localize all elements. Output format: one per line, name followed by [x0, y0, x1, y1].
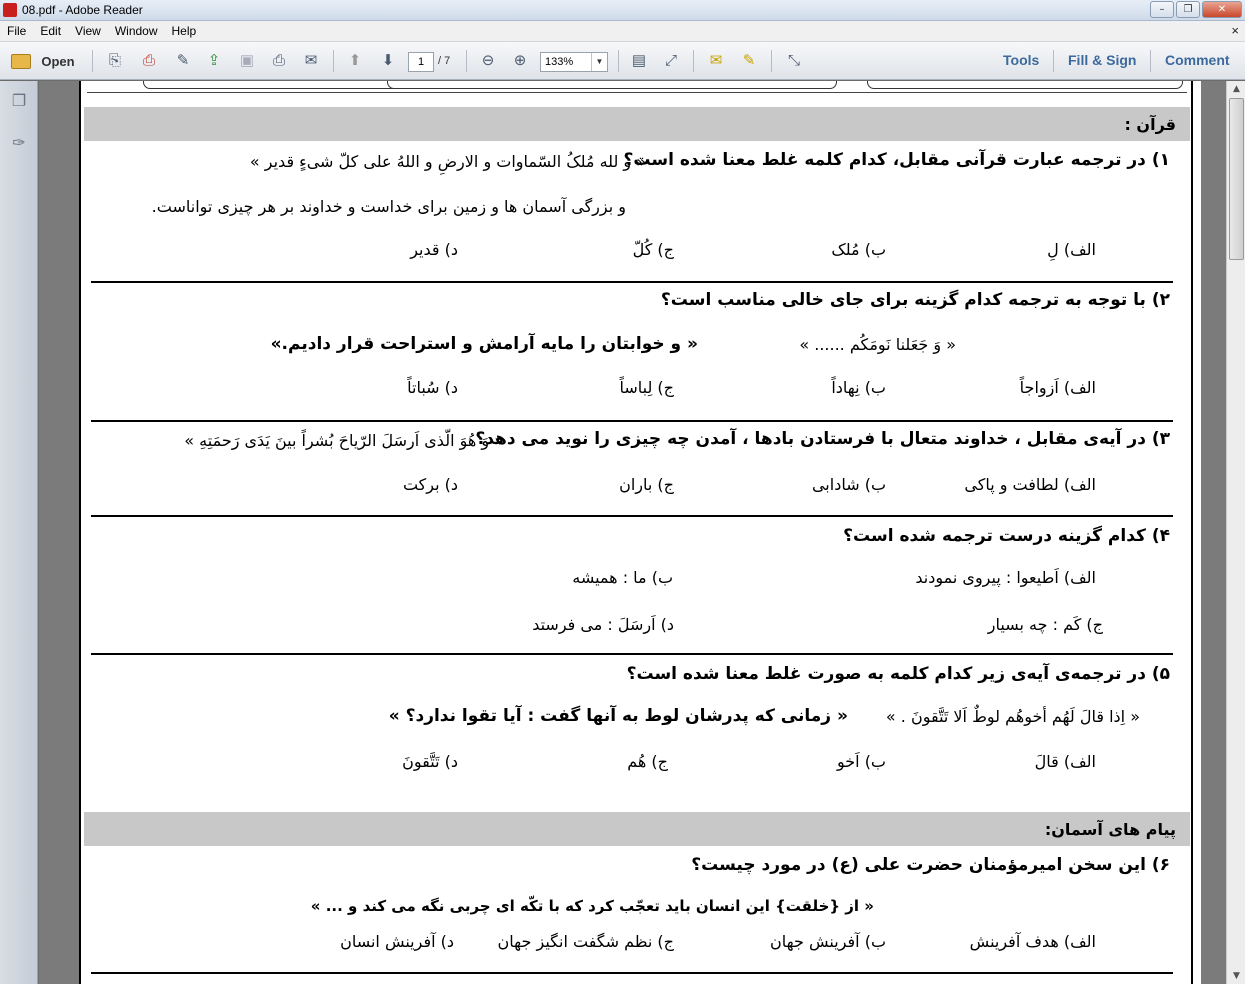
zoom-level-select[interactable]	[540, 52, 608, 72]
edit-pdf-icon[interactable]: ✎	[176, 52, 190, 69]
menu-file[interactable]: File	[7, 24, 27, 38]
menu-view[interactable]: View	[75, 24, 101, 38]
question-divider	[91, 653, 1173, 655]
menu-help[interactable]: Help	[171, 24, 197, 38]
zoom-out-icon[interactable]: ⊖	[481, 52, 495, 69]
navigation-panel	[0, 81, 38, 984]
question-3-option-a[interactable]: الف) لطافت و پاکی	[964, 475, 1096, 494]
question-6-quote: « از {خلقت} این انسان باید تعجّب کرد که با تکّه ای چربی نگه می کند و ... »	[310, 897, 874, 915]
page-number-input[interactable]: 1	[408, 52, 434, 72]
section-header-quran	[84, 107, 1190, 141]
chevron-down-icon[interactable]: ▼	[591, 53, 607, 71]
question-3-ayah: « وَ هُوَ الّذی اَرسَلَ الرّیاحَ بُشراً بینَ یَدَی رَحمَتِهِ »	[184, 431, 504, 450]
upload-icon[interactable]: ⇪	[207, 52, 221, 69]
print-icon[interactable]: ⎙	[272, 52, 285, 69]
menu-bar	[0, 21, 1245, 42]
question-5: ۵) در ترجمه‌ی آیه‌ی زیر کدام کلمه به صورت غلط معنا شده است؟	[626, 664, 1170, 684]
question-6-option-c[interactable]: ج) نظم شگفت انگیز جهان	[497, 932, 674, 951]
question-1-option-c[interactable]: ج) کُلّ	[632, 240, 674, 259]
question-divider	[91, 515, 1173, 517]
question-6-option-b[interactable]: ب) آفرینش جهان	[770, 932, 886, 951]
fit-page-icon[interactable]: ▤	[631, 52, 647, 69]
question-1-ayah: « و لله مُلکُ السّماوات و الارضِ و اللهُ علی کلّ شیءٍ قدیر »	[249, 152, 646, 171]
scrollbar-thumb[interactable]	[1229, 98, 1244, 260]
question-3-option-d[interactable]: د) برکت	[402, 475, 458, 494]
email-icon[interactable]: ✉	[304, 52, 318, 69]
question-1: ۱) در ترجمه عبارت قرآنی مقابل، کدام کلمه غلط معنا شده است؟	[623, 150, 1170, 170]
document-canvas[interactable]	[39, 81, 1226, 984]
question-divider	[91, 281, 1173, 283]
question-1-option-a[interactable]: الف) لِ	[1047, 240, 1096, 259]
question-3-option-b[interactable]: ب) شادابی	[811, 475, 886, 494]
question-divider	[91, 972, 1173, 974]
section-title: پیام های آسمان:	[1044, 820, 1176, 839]
question-5-option-a[interactable]: الف) قالَ	[1034, 752, 1096, 771]
question-4-option-c[interactable]: ج) کَم : چه بسیار	[987, 615, 1103, 634]
question-5-ayah: « اِذا قالَ لَهُم أخوهُم لوطٌ اَلا تَتَّقونَ . »	[885, 707, 1140, 726]
minimize-button[interactable]: –	[1150, 1, 1174, 18]
sticky-note-icon[interactable]: ✉	[709, 52, 723, 69]
question-5-option-d[interactable]: د) تَتَّقونَ	[402, 752, 458, 771]
question-3: ۳) در آیه‌ی مقابل ، خداوند متعال با فرستادن بادها ، آمدن چه چیزی را نوید می دهد؟	[475, 429, 1170, 449]
page-header-frame	[87, 81, 1187, 93]
question-4-option-a[interactable]: الف) اَطیعوا : پیروی نمودند	[915, 568, 1096, 587]
next-page-icon[interactable]: ⬇	[381, 52, 395, 69]
maximize-button[interactable]: ❐	[1176, 1, 1200, 18]
question-6: ۶) این سخن امیرمؤمنان حضرت علی (ع) در مورد چیست؟	[691, 855, 1170, 875]
question-5-option-b[interactable]: ب) اَخو	[837, 752, 886, 771]
previous-page-icon[interactable]: ⬆	[348, 52, 362, 69]
fill-sign-pane-button[interactable]: Fill & Sign	[1068, 52, 1137, 68]
create-pdf-icon[interactable]: ⎘	[108, 52, 121, 69]
save-icon[interactable]: ▣	[239, 52, 255, 69]
fullscreen-icon[interactable]: ⤡	[787, 52, 800, 69]
question-2-ayah: « وَ جَعَلنا نَومَکُم ...... »	[799, 335, 956, 354]
section-header-payam-asman	[84, 812, 1190, 846]
comment-pane-button[interactable]: Comment	[1165, 52, 1230, 68]
question-2-translation: « و خوابتان را مایه آرامش و استراحت قرار دادیم.»	[270, 334, 698, 354]
question-2-option-c[interactable]: ج) لِباساً	[619, 378, 674, 397]
vertical-scrollbar[interactable]	[1226, 81, 1245, 984]
close-window-button[interactable]: ✕	[1202, 1, 1242, 18]
question-2-option-b[interactable]: ب) نِهاداً	[831, 378, 886, 397]
scroll-up-icon[interactable]: ▲	[1233, 84, 1240, 94]
question-2: ۲) با توجه به ترجمه کدام گزینه برای جای خالی مناسب است؟	[660, 290, 1170, 310]
open-button[interactable]	[8, 49, 78, 73]
question-6-option-a[interactable]: الف) هدف آفرینش	[969, 932, 1096, 951]
attachments-icon[interactable]: ✑	[12, 133, 26, 152]
zoom-in-icon[interactable]: ⊕	[513, 52, 527, 69]
section-title: قرآن :	[1124, 115, 1176, 134]
adobe-reader-icon	[3, 3, 17, 17]
window-title: 08.pdf - Adobe Reader	[22, 3, 143, 17]
menu-edit[interactable]: Edit	[40, 24, 62, 38]
question-5-option-c[interactable]: ج) هُم	[627, 752, 668, 771]
page-total: / 7	[438, 55, 451, 67]
question-4: ۴) کدام گزینه درست ترجمه شده است؟	[843, 526, 1170, 546]
question-2-option-a[interactable]: الف) اَزواجاً	[1019, 378, 1096, 397]
menu-window[interactable]: Window	[114, 24, 158, 38]
question-2-option-d[interactable]: د) سُباتاً	[407, 378, 458, 397]
question-divider	[91, 420, 1173, 422]
zoom-value: 133%	[545, 56, 574, 68]
window-titlebar	[0, 0, 1245, 21]
toolbar	[0, 42, 1245, 80]
question-3-option-c[interactable]: ج) باران	[619, 475, 674, 494]
question-4-option-d[interactable]: د) اَرسَلَ : می فرستد	[532, 615, 674, 634]
folder-icon	[11, 54, 31, 69]
open-label: Open	[41, 53, 75, 69]
question-1-translation: و بزرگی آسمان ها و زمین برای خداست و خداوند بر هر چیزی تواناست.	[151, 197, 626, 216]
question-5-translation: « زمانی که پدرشان لوط به آنها گفت : آیا تقوا ندارد؟ »	[388, 706, 848, 726]
page-thumbnails-icon[interactable]: ❐	[11, 91, 27, 110]
tools-pane-button[interactable]: Tools	[1003, 52, 1040, 68]
question-4-option-b[interactable]: ب) ما : همیشه	[572, 568, 673, 587]
question-1-option-d[interactable]: د) قدیر	[410, 240, 458, 259]
question-1-option-b[interactable]: ب) مُلک	[831, 240, 886, 259]
highlight-icon[interactable]: ✎	[742, 52, 756, 69]
close-document-button[interactable]: ×	[1231, 23, 1239, 38]
fit-width-icon[interactable]: ⤢	[664, 52, 677, 69]
scroll-down-icon[interactable]: ▼	[1233, 971, 1240, 981]
question-6-option-d[interactable]: د) آفرینش انسان	[340, 932, 454, 951]
export-pdf-icon[interactable]: ⎙	[142, 52, 155, 69]
